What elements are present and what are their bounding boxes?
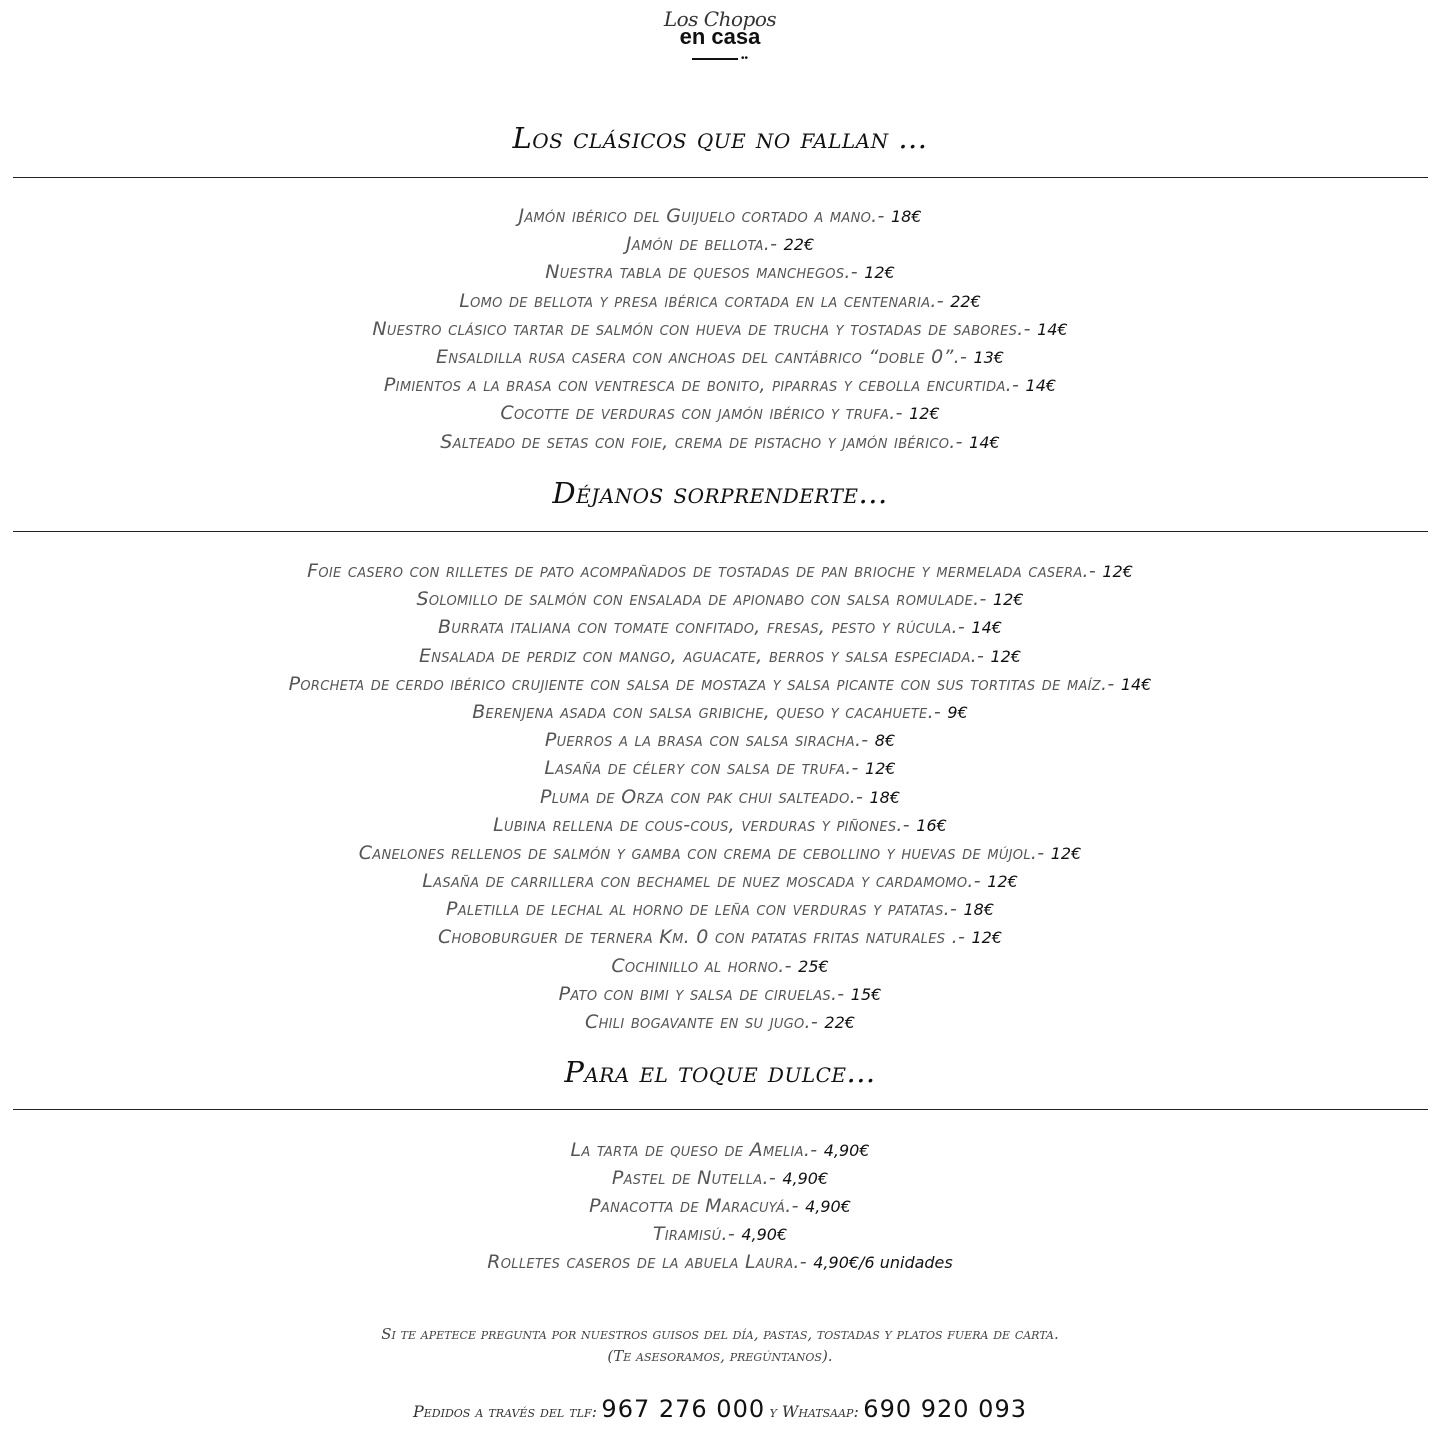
menu-item-price: 18€ xyxy=(963,900,995,920)
menu-item-price: 12€ xyxy=(865,759,896,779)
menu-item-name: Rolletes caseros de la abuela Laura. xyxy=(487,1251,800,1273)
menu-item-separator: - xyxy=(791,1195,806,1217)
menu-item-price: 22€ xyxy=(824,1013,855,1032)
menu-item xyxy=(0,287,1440,315)
off-menu-note-line: Si te apetece pregunta por nuestros guisos del día, pastas, tostadas y platos fuera de carta. xyxy=(381,1325,1059,1343)
section-divider xyxy=(13,531,1428,532)
menu-item-price: 15€ xyxy=(850,984,882,1004)
menu-item-price: 14€ xyxy=(1037,319,1068,339)
menu-item-separator: - xyxy=(837,982,851,1005)
menu-item xyxy=(0,1164,1440,1192)
menu-item xyxy=(0,1136,1440,1164)
menu-item-name: Cocotte de verduras con jamón ibérico y trufa. xyxy=(500,402,896,425)
section-title-classics: Los clásicos que no fallan ... xyxy=(512,121,928,155)
menu-item-price: 14€ xyxy=(971,618,1002,638)
menu-item-price: 12€ xyxy=(987,872,1018,892)
menu-item-separator: - xyxy=(950,898,964,921)
logo-dots: •• xyxy=(740,53,748,64)
menu-item xyxy=(0,258,1440,286)
menu-item-name: Lomo de bellota y presa ibérica cortada en la centenaria. xyxy=(459,289,937,312)
section-divider xyxy=(13,177,1428,178)
menu-item xyxy=(0,783,1440,811)
menu-item xyxy=(0,980,1440,1008)
menu-item xyxy=(0,613,1440,641)
menu-item-price: 4,90€ xyxy=(805,1197,851,1216)
menu-item-separator: - xyxy=(799,1251,814,1273)
menu-item-separator: - xyxy=(955,430,970,453)
phone-label: Pedidos a través del tlf: xyxy=(413,1402,597,1421)
menu-item-name: Panacotta de Maracuyá. xyxy=(589,1195,792,1217)
menu-item-separator: - xyxy=(895,402,910,425)
menu-item-name: Puerros a la brasa con salsa siracha. xyxy=(544,729,862,752)
menu-item-separator: - xyxy=(810,1011,825,1033)
menu-item-price: 12€ xyxy=(992,590,1024,610)
menu-item-separator: - xyxy=(1037,841,1051,864)
menu-item-price: 4,90€ xyxy=(782,1169,829,1188)
menu-item-separator: - xyxy=(727,1223,742,1245)
menu-item-price: 12€ xyxy=(990,646,1022,666)
menu-item xyxy=(0,1008,1440,1036)
menu-item-price: 14€ xyxy=(1120,674,1152,694)
menu-item-separator: - xyxy=(770,233,784,256)
menu-item-name: Ensaldilla rusa casera con anchoas del cantábrico “doble 0”. xyxy=(436,345,960,368)
menu-item xyxy=(0,1248,1440,1276)
menu-item-price: 14€ xyxy=(1025,376,1057,396)
menu-item-name: Solomillo de salmón con ensalada de apionabo con salsa romulade. xyxy=(416,588,980,611)
menu-item-price: 13€ xyxy=(973,347,1004,367)
whatsapp-number[interactable]: 690 920 093 xyxy=(863,1395,1027,1423)
order-contact xyxy=(0,1395,1440,1423)
menu-item-price: 16€ xyxy=(916,815,947,835)
menu-item xyxy=(0,1220,1440,1248)
logo-underline xyxy=(692,58,738,60)
menu-item-separator: - xyxy=(959,345,974,368)
menu-item-name: Salteado de setas con foie, crema de pistacho y jamón ibérico. xyxy=(440,430,956,453)
menu-item-name: Nuestro clásico tartar de salmón con hueva de trucha y tostadas de sabores. xyxy=(372,317,1024,340)
menu-item-name: Pato con bimi y salsa de ciruelas. xyxy=(558,982,838,1005)
menu-item-price: 4,90€ xyxy=(741,1225,788,1244)
menu-item-name: Foie casero con rilletes de pato acompañados de tostadas de pan brioche y mermelada casera. xyxy=(307,560,1089,582)
menu-item xyxy=(0,952,1440,980)
menu-item-price: 18€ xyxy=(869,787,901,807)
phone-number[interactable]: 967 276 000 xyxy=(601,1395,766,1423)
menu-item-separator: - xyxy=(1012,374,1026,397)
menu-item-name: Burrata italiana con tomate confitado, fresas, pesto y rúcula. xyxy=(438,616,958,639)
menu-item-separator: - xyxy=(784,954,799,977)
whatsapp-label: y Whatsaap: xyxy=(769,1402,859,1421)
menu-list-desserts xyxy=(0,1136,1440,1276)
menu-item-name: Porcheta de cerdo ibérico crujiente con salsa de mostaza y salsa picante con sus tortitas de maíz. xyxy=(288,672,1108,695)
menu-item-name: Lasaña de célery con salsa de trufa. xyxy=(544,757,852,780)
menu-item-price: 8€ xyxy=(874,731,896,751)
menu-item-price: 22€ xyxy=(783,235,815,255)
menu-list-classics xyxy=(0,202,1440,456)
menu-item-name: Nuestra tabla de quesos manchegos. xyxy=(545,261,851,284)
menu-item-name: Pluma de Orza con pak chui salteado. xyxy=(539,785,856,808)
menu-item xyxy=(0,867,1440,895)
menu-item-name: Lubina rellena de cous-cous, verduras y piñones. xyxy=(493,813,903,836)
menu-item xyxy=(0,923,1440,951)
menu-item-name: Lasaña de carrillera con bechamel de nuez moscada y cardamomo. xyxy=(422,870,974,893)
menu-item xyxy=(0,371,1440,399)
menu-item xyxy=(0,1192,1440,1220)
logo xyxy=(0,8,1440,66)
menu-item xyxy=(0,642,1440,670)
menu-item xyxy=(0,202,1440,230)
menu-item-name: Paletilla de lechal al horno de leña con verduras y patatas. xyxy=(445,898,950,921)
menu-item-separator: - xyxy=(1088,560,1103,582)
menu-item-price: 12€ xyxy=(1050,843,1082,863)
menu-item xyxy=(0,428,1440,456)
menu-item xyxy=(0,754,1440,782)
menu-item-separator: - xyxy=(979,588,993,611)
menu-item-price: 25€ xyxy=(798,956,829,976)
menu-list-surprise xyxy=(0,557,1440,1036)
menu-item xyxy=(0,399,1440,427)
advice-note-line: (Te asesoramos, pregúntanos). xyxy=(607,1347,833,1365)
menu-item xyxy=(0,839,1440,867)
section-divider xyxy=(13,1109,1428,1110)
menu-item-name: Jamón ibérico del Guijuelo cortado a mano. xyxy=(518,205,878,227)
menu-item-separator: - xyxy=(933,700,948,723)
menu-item xyxy=(0,230,1440,258)
menu-item-price: 12€ xyxy=(1102,562,1133,581)
menu-item-separator: - xyxy=(957,926,972,949)
menu-item-separator: - xyxy=(877,205,891,227)
section-title-desserts: Para el toque dulce... xyxy=(564,1055,876,1089)
menu-item-name: Berenjena asada con salsa gribiche, queso y cacahuete. xyxy=(472,700,934,723)
menu-item-separator: - xyxy=(977,644,991,667)
menu-item-separator: - xyxy=(973,870,988,893)
menu-item xyxy=(0,698,1440,726)
logo-script-text: Los Chopos xyxy=(663,7,777,31)
menu-item-separator: - xyxy=(1107,672,1121,695)
menu-item-name: Pastel de Nutella. xyxy=(611,1167,769,1189)
menu-item-separator: - xyxy=(850,261,865,284)
menu-item-separator: - xyxy=(936,289,951,312)
menu-item xyxy=(0,811,1440,839)
menu-item-price: 12€ xyxy=(909,404,940,424)
menu-item-price: 18€ xyxy=(891,207,922,226)
menu-item-price: 9€ xyxy=(947,702,968,722)
menu-item-price: 4,90€/6 unidades xyxy=(813,1253,953,1272)
menu-item-separator: - xyxy=(851,757,866,780)
menu-item-price: 12€ xyxy=(864,263,895,283)
menu-item-price: 22€ xyxy=(950,291,981,311)
section-title-surprise: Déjanos sorprenderte... xyxy=(552,476,888,510)
logo-main-text: en casa xyxy=(679,24,761,49)
menu-item-name: La tarta de queso de Amelia. xyxy=(570,1139,811,1161)
menu-item-name: Jamón de bellota. xyxy=(625,233,771,256)
menu-item-name: Chili bogavante en su jugo. xyxy=(585,1011,811,1033)
menu-item-separator: - xyxy=(810,1139,824,1161)
menu-item xyxy=(0,557,1440,585)
menu-item xyxy=(0,895,1440,923)
menu-item-separator: - xyxy=(957,616,972,639)
menu-item-name: Tiramisú. xyxy=(652,1223,728,1245)
menu-item-price: 14€ xyxy=(969,432,1000,452)
off-menu-note xyxy=(0,1323,1440,1367)
menu-item-name: Choboburguer de ternera Km. 0 con patatas fritas naturales . xyxy=(437,926,958,949)
menu-item-name: Pimientos a la brasa con ventresca de bonito, piparras y cebolla encurtida. xyxy=(383,374,1013,397)
menu-item xyxy=(0,315,1440,343)
menu-item-separator: - xyxy=(861,729,875,752)
menu-item-separator: - xyxy=(856,785,870,808)
menu-item-name: Ensalada de perdiz con mango, aguacate, berros y salsa especiada. xyxy=(418,644,977,667)
menu-item xyxy=(0,726,1440,754)
menu-item-separator: - xyxy=(1023,317,1038,340)
menu-item xyxy=(0,343,1440,371)
menu-item-price: 12€ xyxy=(971,928,1002,948)
menu-item-separator: - xyxy=(768,1167,783,1189)
menu-item xyxy=(0,670,1440,698)
menu-item-name: Canelones rellenos de salmón y gamba con crema de cebollino y huevas de mújol. xyxy=(358,841,1038,864)
menu-item-name: Cochinillo al horno. xyxy=(611,954,785,977)
menu-item xyxy=(0,585,1440,613)
menu-item-price: 4,90€ xyxy=(823,1141,870,1160)
menu-item-separator: - xyxy=(902,813,917,836)
